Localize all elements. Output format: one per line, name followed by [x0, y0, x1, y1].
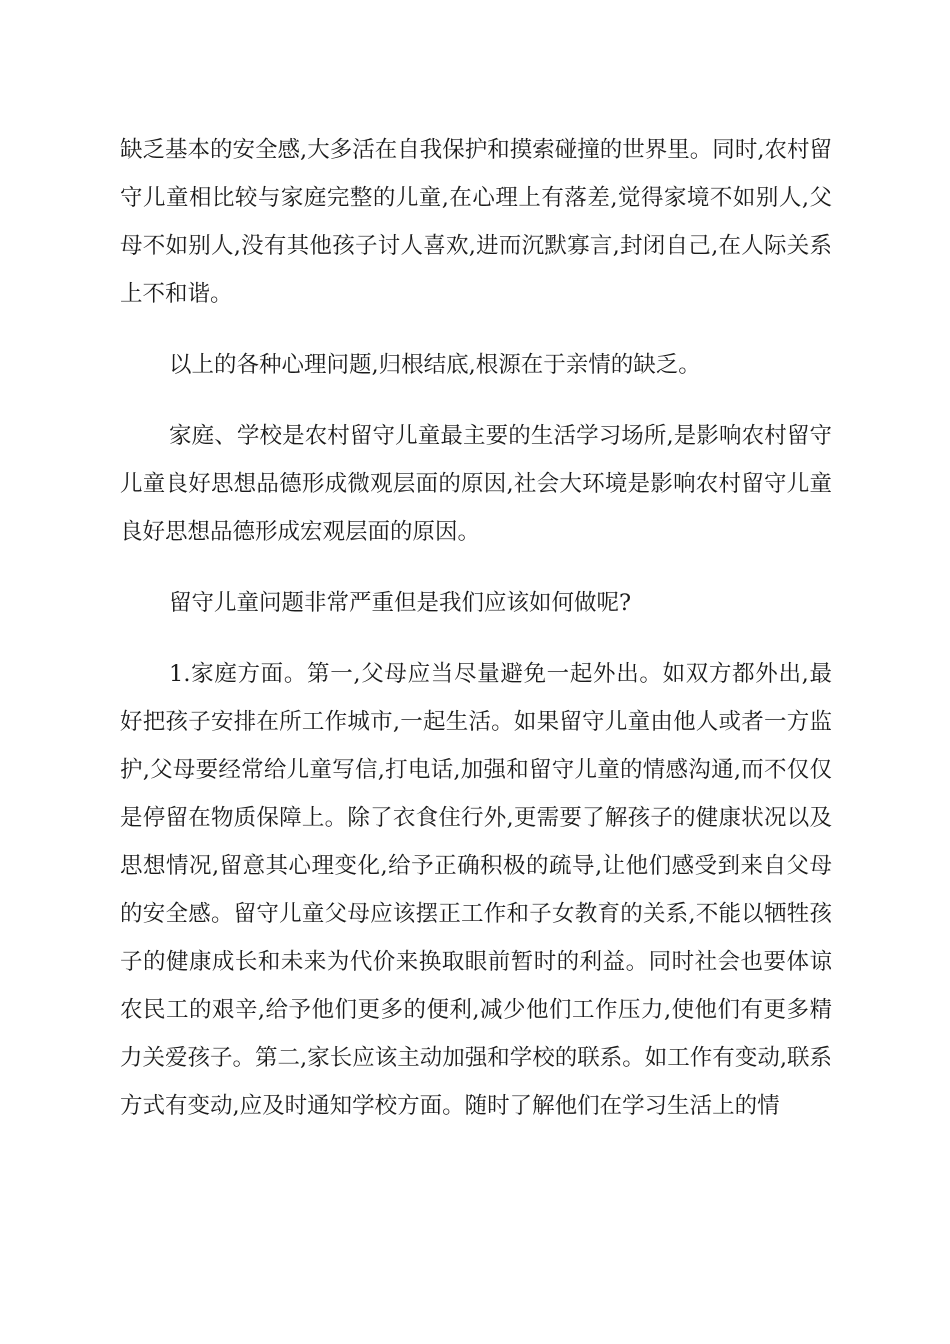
document-body [120, 126, 832, 1130]
paragraph-continuation: 缺乏基本的安全感,大多活在自我保护和摸索碰撞的世界里。同时,农村留守儿童相比较与家庭完整的儿童,在心理上有落差,觉得家境不如别人,父母不如别人,没有其他孩子讨人喜欢,进而沉默寡言,封闭自己,在人际关系上不和谐。 [120, 137, 832, 307]
paragraph-root-cause: 以上的各种心理问题,归根结底,根源在于亲情的缺乏。 [169, 352, 701, 378]
paragraph-question: 留守儿童问题非常严重但是我们应该如何做呢? [169, 590, 632, 616]
paragraph-family-measures: 1.家庭方面。第一,父母应当尽量避免一起外出。如双方都外出,最好把孩子安排在所工作城市,一起生活。如果留守儿童由他人或者一方监护,父母要经常给儿童写信,打电话,加强和留守儿童的情感沟通,而不仅仅是停留在物质保障上。除了衣食住行外,更需要了解孩子的健康状况以及思想情况,留意其心理变化,给予正确积极的疏导,让他们感受到来自父母的安全感。留守儿童父母应该摆正工作和子女教育的关系,不能以牺牲孩子的健康成长和未来为代价来换取眼前暂时的利益。同时社会也要体谅农民工的艰辛,给予他们更多的便利,减少他们工作压力,使他们有更多精力关爱孩子。第二,家长应该主动加强和学校的联系。如工作有变动,联系方式有变动,应及时通知学校方面。随时了解他们在学习生活上的情 [120, 661, 832, 1119]
paragraph-family-school: 家庭、学校是农村留守儿童最主要的生活学习场所,是影响农村留守儿童良好思想品德形成微观层面的原因,社会大环境是影响农村留守儿童良好思想品德形成宏观层面的原因。 [120, 423, 832, 545]
